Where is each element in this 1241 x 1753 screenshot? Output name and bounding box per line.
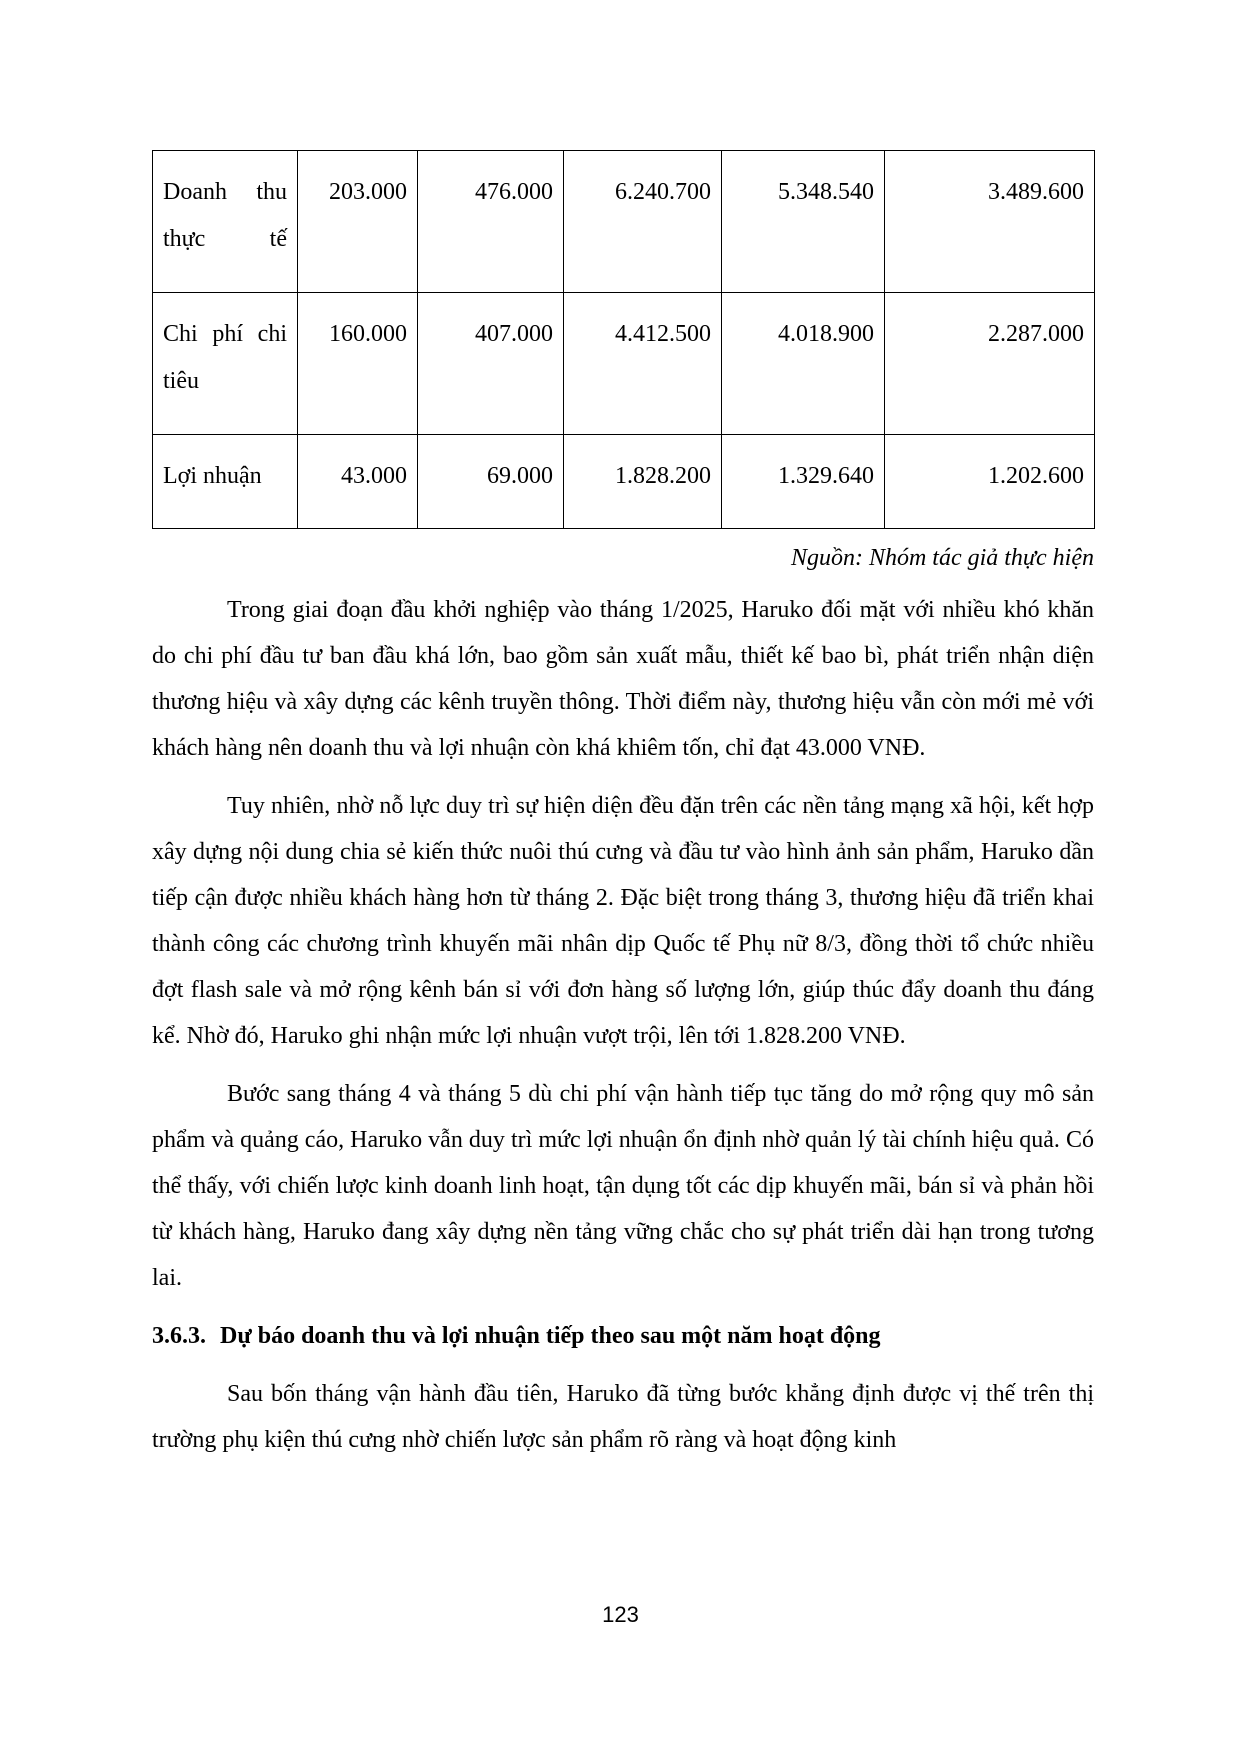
body-paragraph: Sau bốn tháng vận hành đầu tiên, Haruko đã từng bước khẳng định được vị thế trên thị trường phụ kiện thú cưng nhờ chiến lược sản phẩm rõ ràng và hoạt động kinh xyxy=(152,1381,1094,1453)
table-cell: 203.000 xyxy=(298,151,418,293)
row-label: Doanh thu thực tế xyxy=(153,151,298,293)
section-number: 3.6.3. xyxy=(152,1323,206,1349)
table-row xyxy=(153,293,1095,435)
table-cell: 2.287.000 xyxy=(885,293,1095,435)
page-number: 123 xyxy=(602,1602,639,1627)
table-cell: 1.329.640 xyxy=(722,435,885,529)
table-cell: 1.828.200 xyxy=(564,435,722,529)
table-cell: 4.412.500 xyxy=(564,293,722,435)
row-label: Lợi nhuận xyxy=(153,435,298,529)
table-cell: 1.202.600 xyxy=(885,435,1095,529)
body-paragraph: Bước sang tháng 4 và tháng 5 dù chi phí vận hành tiếp tục tăng do mở rộng quy mô sản phẩm và quảng cáo, Haruko vẫn duy trì mức lợi nhuận ổn định nhờ quản lý tài chính hiệu quả. Có thể thấy, với chiến lược kinh doanh linh hoạt, tận dụng tốt các dịp khuyến mãi, bán sỉ và phản hồi từ khách hàng, Haruko đang xây dựng nền tảng vững chắc cho sự phát triển dài hạn trong tương lai. xyxy=(152,1081,1094,1291)
table-cell: 4.018.900 xyxy=(722,293,885,435)
table-row xyxy=(153,435,1095,529)
financial-table xyxy=(152,150,1095,529)
document-page xyxy=(152,150,1094,1463)
section-heading xyxy=(152,1313,1094,1359)
body-paragraph: Tuy nhiên, nhờ nỗ lực duy trì sự hiện diện đều đặn trên các nền tảng mạng xã hội, kết hợp xây dựng nội dung chia sẻ kiến thức nuôi thú cưng và đầu tư vào hình ảnh sản phẩm, Haruko dần tiếp cận được nhiều khách hàng hơn từ tháng 2. Đặc biệt trong tháng 3, thương hiệu đã triển khai thành công các chương trình khuyến mãi nhân dịp Quốc tế Phụ nữ 8/3, đồng thời tổ chức nhiều đợt flash sale và mở rộng kênh bán sỉ với đơn hàng số lượng lớn, giúp thúc đẩy doanh thu đáng kể. Nhờ đó, Haruko ghi nhận mức lợi nhuận vượt trội, lên tới 1.828.200 VNĐ. xyxy=(152,793,1094,1049)
table-cell: 160.000 xyxy=(298,293,418,435)
body-paragraph: Trong giai đoạn đầu khởi nghiệp vào tháng 1/2025, Haruko đối mặt với nhiều khó khăn do chi phí đầu tư ban đầu khá lớn, bao gồm sản xuất mẫu, thiết kế bao bì, phát triển nhận diện thương hiệu và xây dựng các kênh truyền thông. Thời điểm này, thương hiệu vẫn còn mới mẻ với khách hàng nên doanh thu và lợi nhuận còn khá khiêm tốn, chỉ đạt 43.000 VNĐ. xyxy=(152,597,1094,761)
section-title: Dự báo doanh thu và lợi nhuận tiếp theo sau một năm hoạt động xyxy=(220,1323,881,1349)
table-cell: 43.000 xyxy=(298,435,418,529)
table-cell: 69.000 xyxy=(418,435,564,529)
table-cell: 5.348.540 xyxy=(722,151,885,293)
table-source-note: Nguồn: Nhóm tác giả thực hiện xyxy=(790,545,1094,571)
table-cell: 3.489.600 xyxy=(885,151,1095,293)
table-cell: 6.240.700 xyxy=(564,151,722,293)
table-cell: 407.000 xyxy=(418,293,564,435)
row-label: Chi phí chi tiêu xyxy=(153,293,298,435)
table-cell: 476.000 xyxy=(418,151,564,293)
table-row xyxy=(153,151,1095,293)
